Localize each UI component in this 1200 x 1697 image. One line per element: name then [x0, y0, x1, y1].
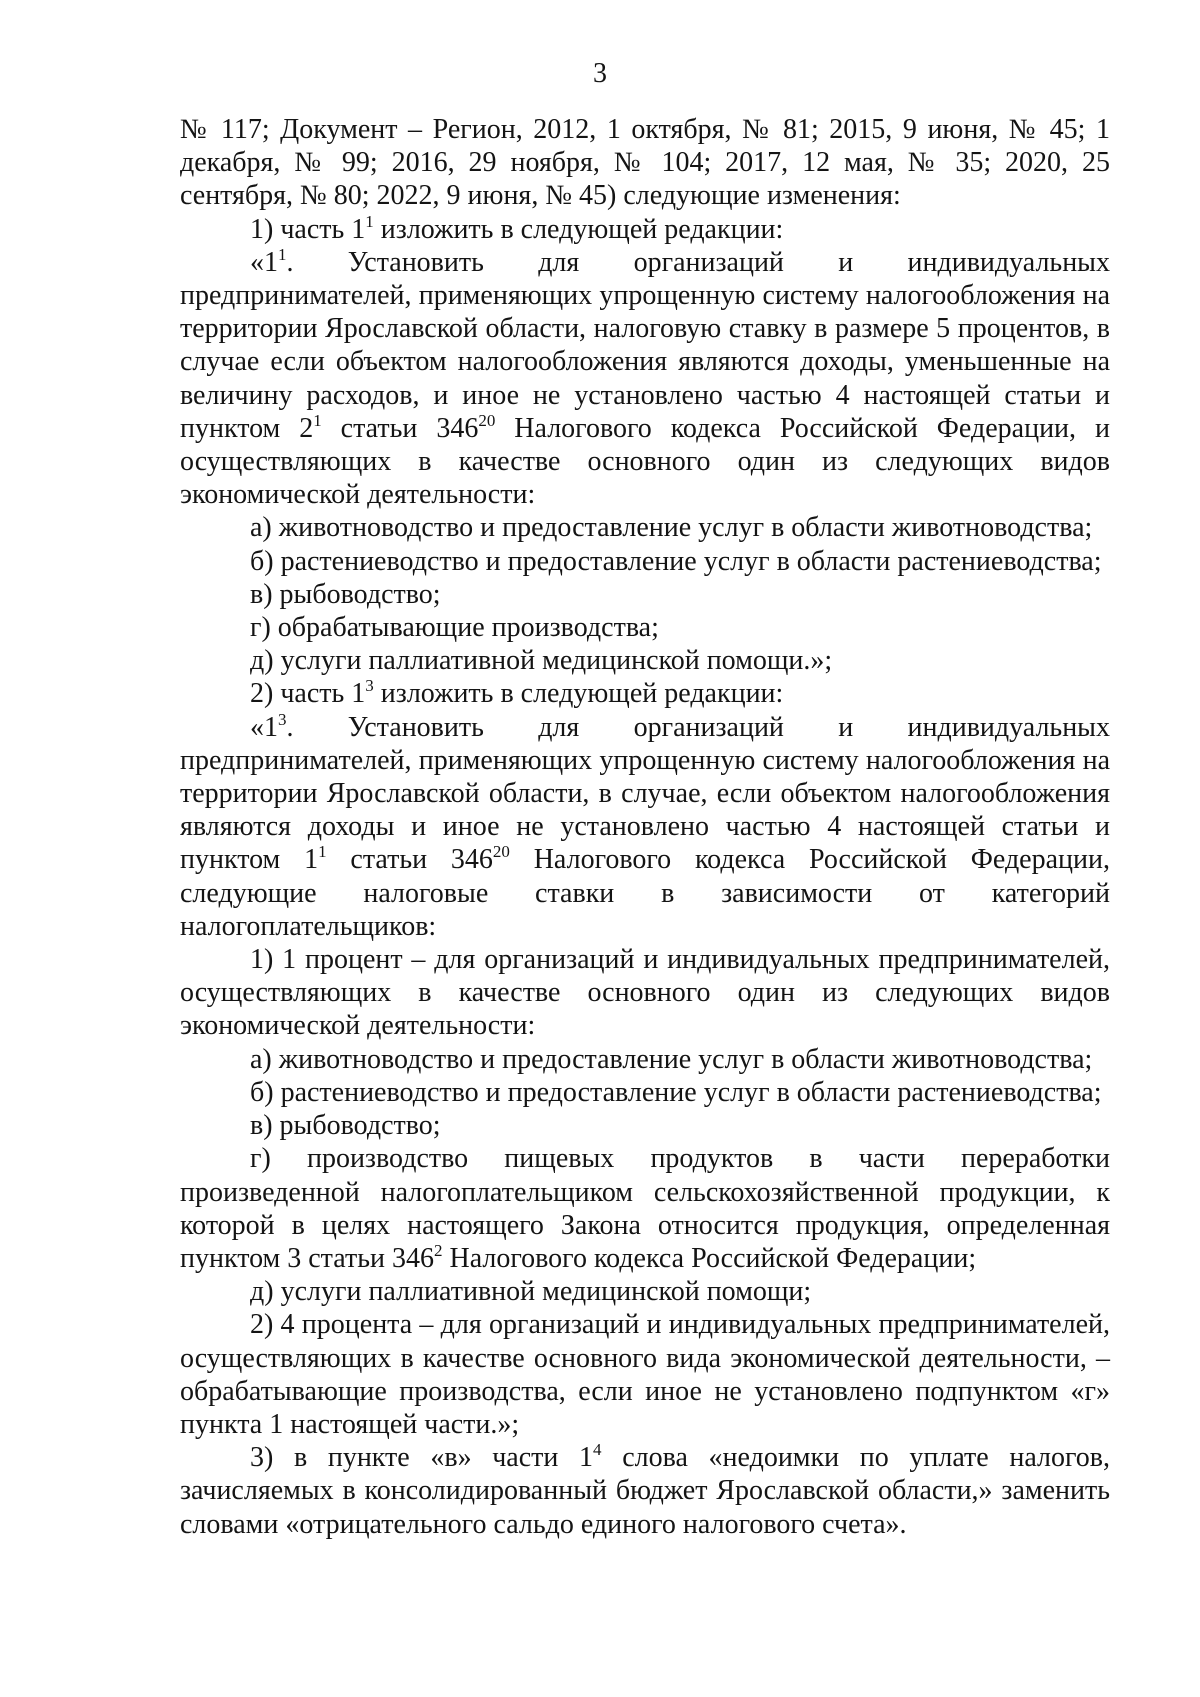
text-run: статьи 346	[326, 844, 493, 876]
list-item-d	[180, 1275, 1110, 1308]
text-run: . Установить для организаций и индивидуальных предпринимателей, применяющих упрощенную систему налогообложения на территории Ярославской области, налоговую ставку в размере 5 процентов, в случае если объектом налогообложения являются доходы, уменьшенные на величину расходов, и иное не установлено частью 4 настоящей статьи и пунктом 2	[180, 246, 1110, 444]
text-run: 2) часть 1	[250, 678, 366, 710]
text-run: а) животноводство и предоставление услуг в области животноводства;	[250, 512, 1093, 544]
superscript-index: 3	[365, 676, 374, 696]
text-run: . Установить для организаций и индивидуальных предпринимателей, применяющих упрощенную систему налогообложения на территории Ярославской области, в случае, если объектом налогообложения являются доходы и иное не установлено частью 4 настоящей статьи и пунктом 1	[180, 711, 1110, 876]
list-item-g	[180, 1142, 1110, 1275]
text-run: д) услуги паллиативной медицинской помощи;	[250, 1276, 812, 1308]
text-run: 2) 4 процента – для организаций и индивидуальных предпринимателей, осуществляющих в качестве основного вида экономической деятельности, – обрабатывающие производства, если иное не установлено подпунктом «г» пункта 1 настоящей части.»;	[180, 1309, 1110, 1440]
superscript-index: 4	[593, 1440, 602, 1460]
text-run: изложить в следующей редакции:	[373, 213, 784, 245]
paragraph-change-3	[180, 1441, 1110, 1541]
document-body	[180, 113, 1110, 1541]
paragraph-change-1	[180, 213, 1110, 246]
list-item-a	[180, 511, 1110, 544]
list-item-a	[180, 1043, 1110, 1076]
page-number: 3	[593, 58, 607, 89]
superscript-index: 20	[492, 842, 510, 862]
text-run: г) обрабатывающие производства;	[250, 612, 659, 644]
paragraph-intro	[180, 113, 1110, 213]
paragraph-rate-1-percent	[180, 943, 1110, 1043]
text-run: в) рыбоводство;	[250, 1110, 441, 1142]
superscript-index: 2	[433, 1240, 443, 1260]
list-item-g	[180, 611, 1110, 644]
text-run: д) услуги паллиативной медицинской помощи.»;	[250, 645, 833, 677]
paragraph-rate-4-percent	[180, 1308, 1110, 1441]
text-run: «1	[250, 711, 278, 743]
text-run: б) растениеводство и предоставление услуг в области растениеводства;	[250, 545, 1102, 577]
superscript-index: 1	[365, 211, 374, 231]
paragraph-change-2	[180, 677, 1110, 710]
text-run: в) рыбоводство;	[250, 578, 441, 610]
text-run: изложить в следующей редакции:	[373, 678, 784, 710]
list-item-d	[180, 644, 1110, 677]
superscript-index: 20	[478, 410, 496, 430]
list-item-v	[180, 1109, 1110, 1142]
text-run: 1) часть 1	[250, 213, 366, 245]
text-run: а) животноводство и предоставление услуг в области животноводства;	[250, 1043, 1093, 1075]
list-item-v	[180, 578, 1110, 611]
text-run: Налогового кодекса Российской Федерации, следующие налоговые ставки в зависимости от категорий налогоплательщиков:	[180, 844, 1110, 942]
text-run: 3) в пункте «в» части 1	[250, 1442, 594, 1474]
text-run: № 117; Документ – Регион, 2012, 1 октября, № 81; 2015, 9 июня, № 45; 1 декабря, № 99; 2016, 29 ноября, № 104; 2017, 12 мая, № 35; 2020, 25 сентября, № 80; 2022, 9 июня, № 45) следующие изменения:	[180, 114, 1110, 212]
paragraph-part-1-3-text	[180, 711, 1110, 943]
text-run: 1) 1 процент – для организаций и индивидуальных предпринимателей, осуществляющих в качестве основного один из следующих видов экономической деятельности:	[180, 944, 1110, 1042]
text-run: слова «недоимки по уплате налогов, зачисляемых в консолидированный бюджет Ярославской области,» заменить словами «отрицательного сальдо единого налогового счета».	[180, 1442, 1110, 1540]
text-run: Налогового кодекса Российской Федерации;	[442, 1242, 977, 1274]
superscript-index: 1	[278, 244, 287, 264]
text-run: Налогового кодекса Российской Федерации, и осуществляющих в качестве основного один из следующих видов экономической деятельности:	[180, 412, 1110, 511]
list-item-b	[180, 545, 1110, 578]
text-run: статьи 346	[321, 412, 479, 444]
superscript-index: 1	[318, 842, 327, 862]
paragraph-part-1-1-text	[180, 246, 1110, 512]
text-run: «1	[250, 246, 278, 278]
superscript-index: 3	[278, 709, 287, 729]
text-run: г) производство пищевых продуктов в части переработки произведенной налогоплательщиком сельскохозяйственной продукции, к которой в целях настоящего Закона относится продукция, определенная пунктом 3 статьи 346	[180, 1143, 1110, 1274]
list-item-b	[180, 1076, 1110, 1109]
superscript-index: 1	[313, 410, 322, 430]
text-run: б) растениеводство и предоставление услуг в области растениеводства;	[250, 1076, 1102, 1108]
